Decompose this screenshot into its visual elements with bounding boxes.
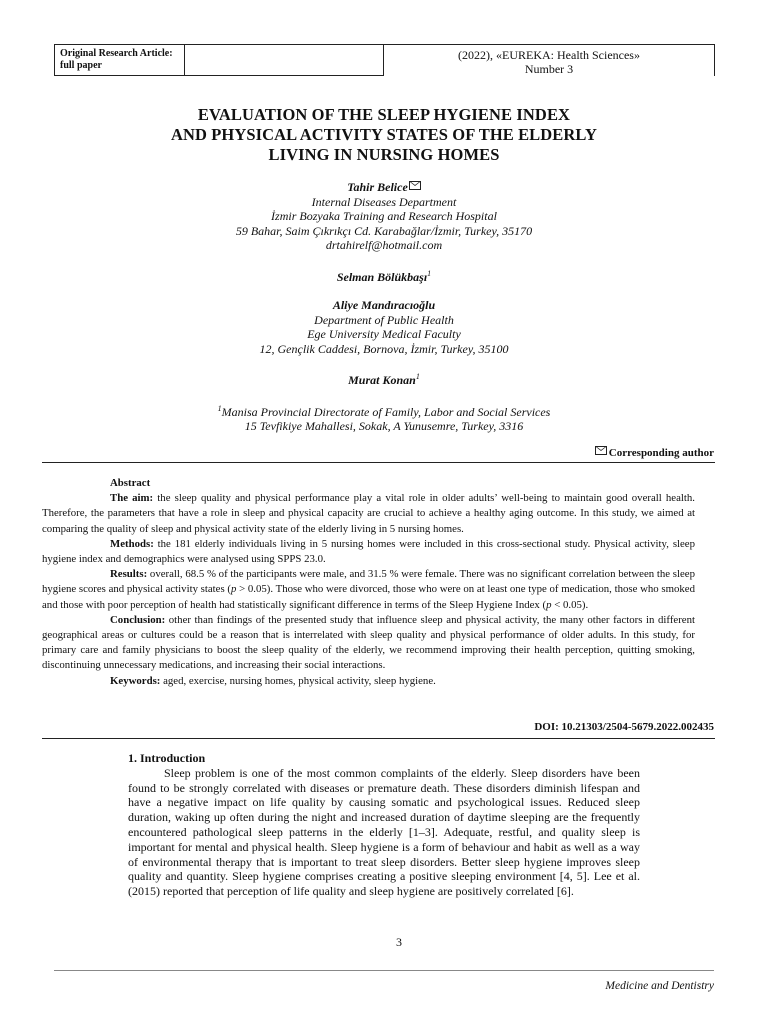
introduction-section bbox=[128, 751, 640, 899]
abstract-aim bbox=[42, 491, 695, 537]
abstract-conclusion bbox=[42, 613, 695, 674]
affiliation-1-line-1: Manisa Provincial Directorate of Family, Labor and Social Services bbox=[221, 404, 551, 419]
aim-text: the sleep quality and physical performance play a vital role in older adults’ well-being to maintain good overall health. Therefore, the parameters that have a role in sleep and physical capacity are crucial to achieve a healthy aging outcome. In this study, we aimed at comparing the quality of sleep and physical activity state of the elderly living in 5 nursing homes. bbox=[42, 492, 695, 535]
results-text-b: > 0.05). Those who were divorced, those who were on at least one type of medication, those who smoked and those with poor perception of health had statistically significant difference in terms of the Sleep Hygiene Index ( bbox=[42, 583, 695, 611]
envelope-icon bbox=[409, 181, 421, 190]
p-symbol-1: p bbox=[230, 583, 237, 596]
abstract-results bbox=[42, 567, 695, 613]
author-1-affiliation-1: Internal Diseases Department bbox=[311, 194, 457, 209]
corresponding-label: Corresponding author bbox=[608, 447, 714, 459]
conclusion-label: Conclusion: bbox=[110, 613, 166, 626]
author-3-affiliation-2: Ege University Medical Faculty bbox=[307, 327, 461, 341]
divider-bottom bbox=[42, 738, 715, 739]
author-1-affiliation-2: İzmir Bozyaka Training and Research Hospital bbox=[271, 209, 497, 223]
divider-top bbox=[42, 462, 715, 463]
article-type-label: Original Research Article: full paper bbox=[54, 44, 184, 76]
abstract-methods bbox=[42, 537, 695, 567]
journal-name: (2022), «EUREKA: Health Sciences» bbox=[458, 48, 640, 62]
abstract bbox=[42, 476, 695, 689]
aim-label: The aim: bbox=[110, 492, 154, 505]
title-line-3: LIVING IN NURSING HOMES bbox=[268, 145, 500, 164]
keywords-label: Keywords: bbox=[110, 674, 161, 687]
results-label: Results: bbox=[110, 568, 148, 581]
affiliation-sup: 1 bbox=[217, 403, 222, 413]
author-3-name: Aliye Mandıracıoğlu bbox=[332, 298, 436, 312]
author-4-sup: 1 bbox=[415, 372, 420, 381]
journal-info bbox=[384, 44, 715, 76]
author-2-name: Selman Bölükbaşı bbox=[336, 269, 428, 284]
introduction-heading: 1. Introduction bbox=[128, 751, 206, 765]
paper-title bbox=[54, 105, 714, 165]
author-block bbox=[54, 180, 714, 434]
abstract-heading: Abstract bbox=[110, 477, 151, 489]
corresponding-author-note bbox=[594, 446, 714, 459]
abstract-keywords bbox=[42, 674, 695, 689]
author-1-affiliation-3: 59 Bahar, Saim Çıkrıkçı Cd. Karabağlar/İzmir, Turkey, 35170 bbox=[235, 223, 533, 238]
keywords-text: aged, exercise, nursing homes, physical activity, sleep hygiene. bbox=[160, 674, 436, 687]
author-1-name: Tahir Belice bbox=[347, 180, 408, 194]
page-number: 3 bbox=[396, 935, 402, 949]
author-3-affiliation-3: 12, Gençlik Caddesi, Bornova, İzmir, Turkey, 35100 bbox=[259, 341, 509, 356]
title-line-2: AND PHYSICAL ACTIVITY STATES OF THE ELDERLY bbox=[170, 125, 598, 144]
journal-number: Number 3 bbox=[524, 62, 574, 76]
header-edge bbox=[714, 44, 715, 76]
title-line-1: EVALUATION OF THE SLEEP HYGIENE INDEX bbox=[197, 105, 571, 124]
header-middle-box bbox=[184, 44, 384, 76]
affiliation-1-line-2: 15 Tevfikiye Mahallesi, Sokak, A Yunusemre, Turkey, 3316 bbox=[244, 419, 524, 433]
footer-divider bbox=[54, 970, 714, 971]
doi[interactable]: DOI: 10.21303/2504-5679.2022.002435 bbox=[534, 721, 714, 733]
introduction-text: Sleep problem is one of the most common complaints of the elderly. Sleep disorders have been found to be strongly correlated with diseases or premature death. These disorders diminish lifespan and have a negative impact on life quality by causing somatic and psychological issues. Reduced sleep duration, waking up often during the night and increased duration of daytime sleeping are the frequently encountered pathological sleep patterns in the elderly [1–3]. Adequate, restful, and quality sleep is important for mental and physical health. Sleep hygiene is a form of behaviour and habit as well as a way of environmental therapy that is important to treat sleep disorders. Better sleep hygiene improves sleep quality and quantity. Sleep hygiene comprises creating a positive sleeping environment [4, 5]. Lee et al. (2015) reported that perception of life quality and sleep hygiene are positively correlated [6]. bbox=[128, 765, 640, 899]
conclusion-text: other than findings of the presented study that influence sleep and physical activity, the many other factors in different geographical areas or cultures could be a reason that is interrelated with sleep quality and physical performance of older adults. In this study, for primary care and family physicians to boost the sleep quality of the elderly, we recommend improving their health perception, quitting smoking, discontinuing unnecessary medications, and increasing their social interactions. bbox=[42, 613, 695, 672]
results-text-a: overall, 68.5 % of the participants were male, and 31.5 % were female. There was no significant correlation between the sleep hygiene scores and physical activity states ( bbox=[42, 568, 695, 596]
envelope-icon bbox=[595, 446, 607, 455]
methods-text: the 181 elderly individuals living in 5 nursing homes were included in this cross-sectional study. Physical activity, sleep hygiene index and demographics were analysed using SPPS 23.0. bbox=[42, 537, 695, 566]
author-1-email[interactable]: drtahirelf@hotmail.com bbox=[325, 238, 443, 252]
author-3-affiliation-1: Department of Public Health bbox=[314, 312, 454, 327]
results-text-c: < 0.05). bbox=[551, 598, 589, 611]
methods-label: Methods: bbox=[110, 537, 154, 550]
author-4-name: Murat Konan bbox=[348, 373, 416, 387]
footer-section-label: Medicine and Dentistry bbox=[605, 980, 714, 992]
p-symbol-2: p bbox=[546, 598, 552, 611]
author-2-sup: 1 bbox=[427, 268, 432, 278]
